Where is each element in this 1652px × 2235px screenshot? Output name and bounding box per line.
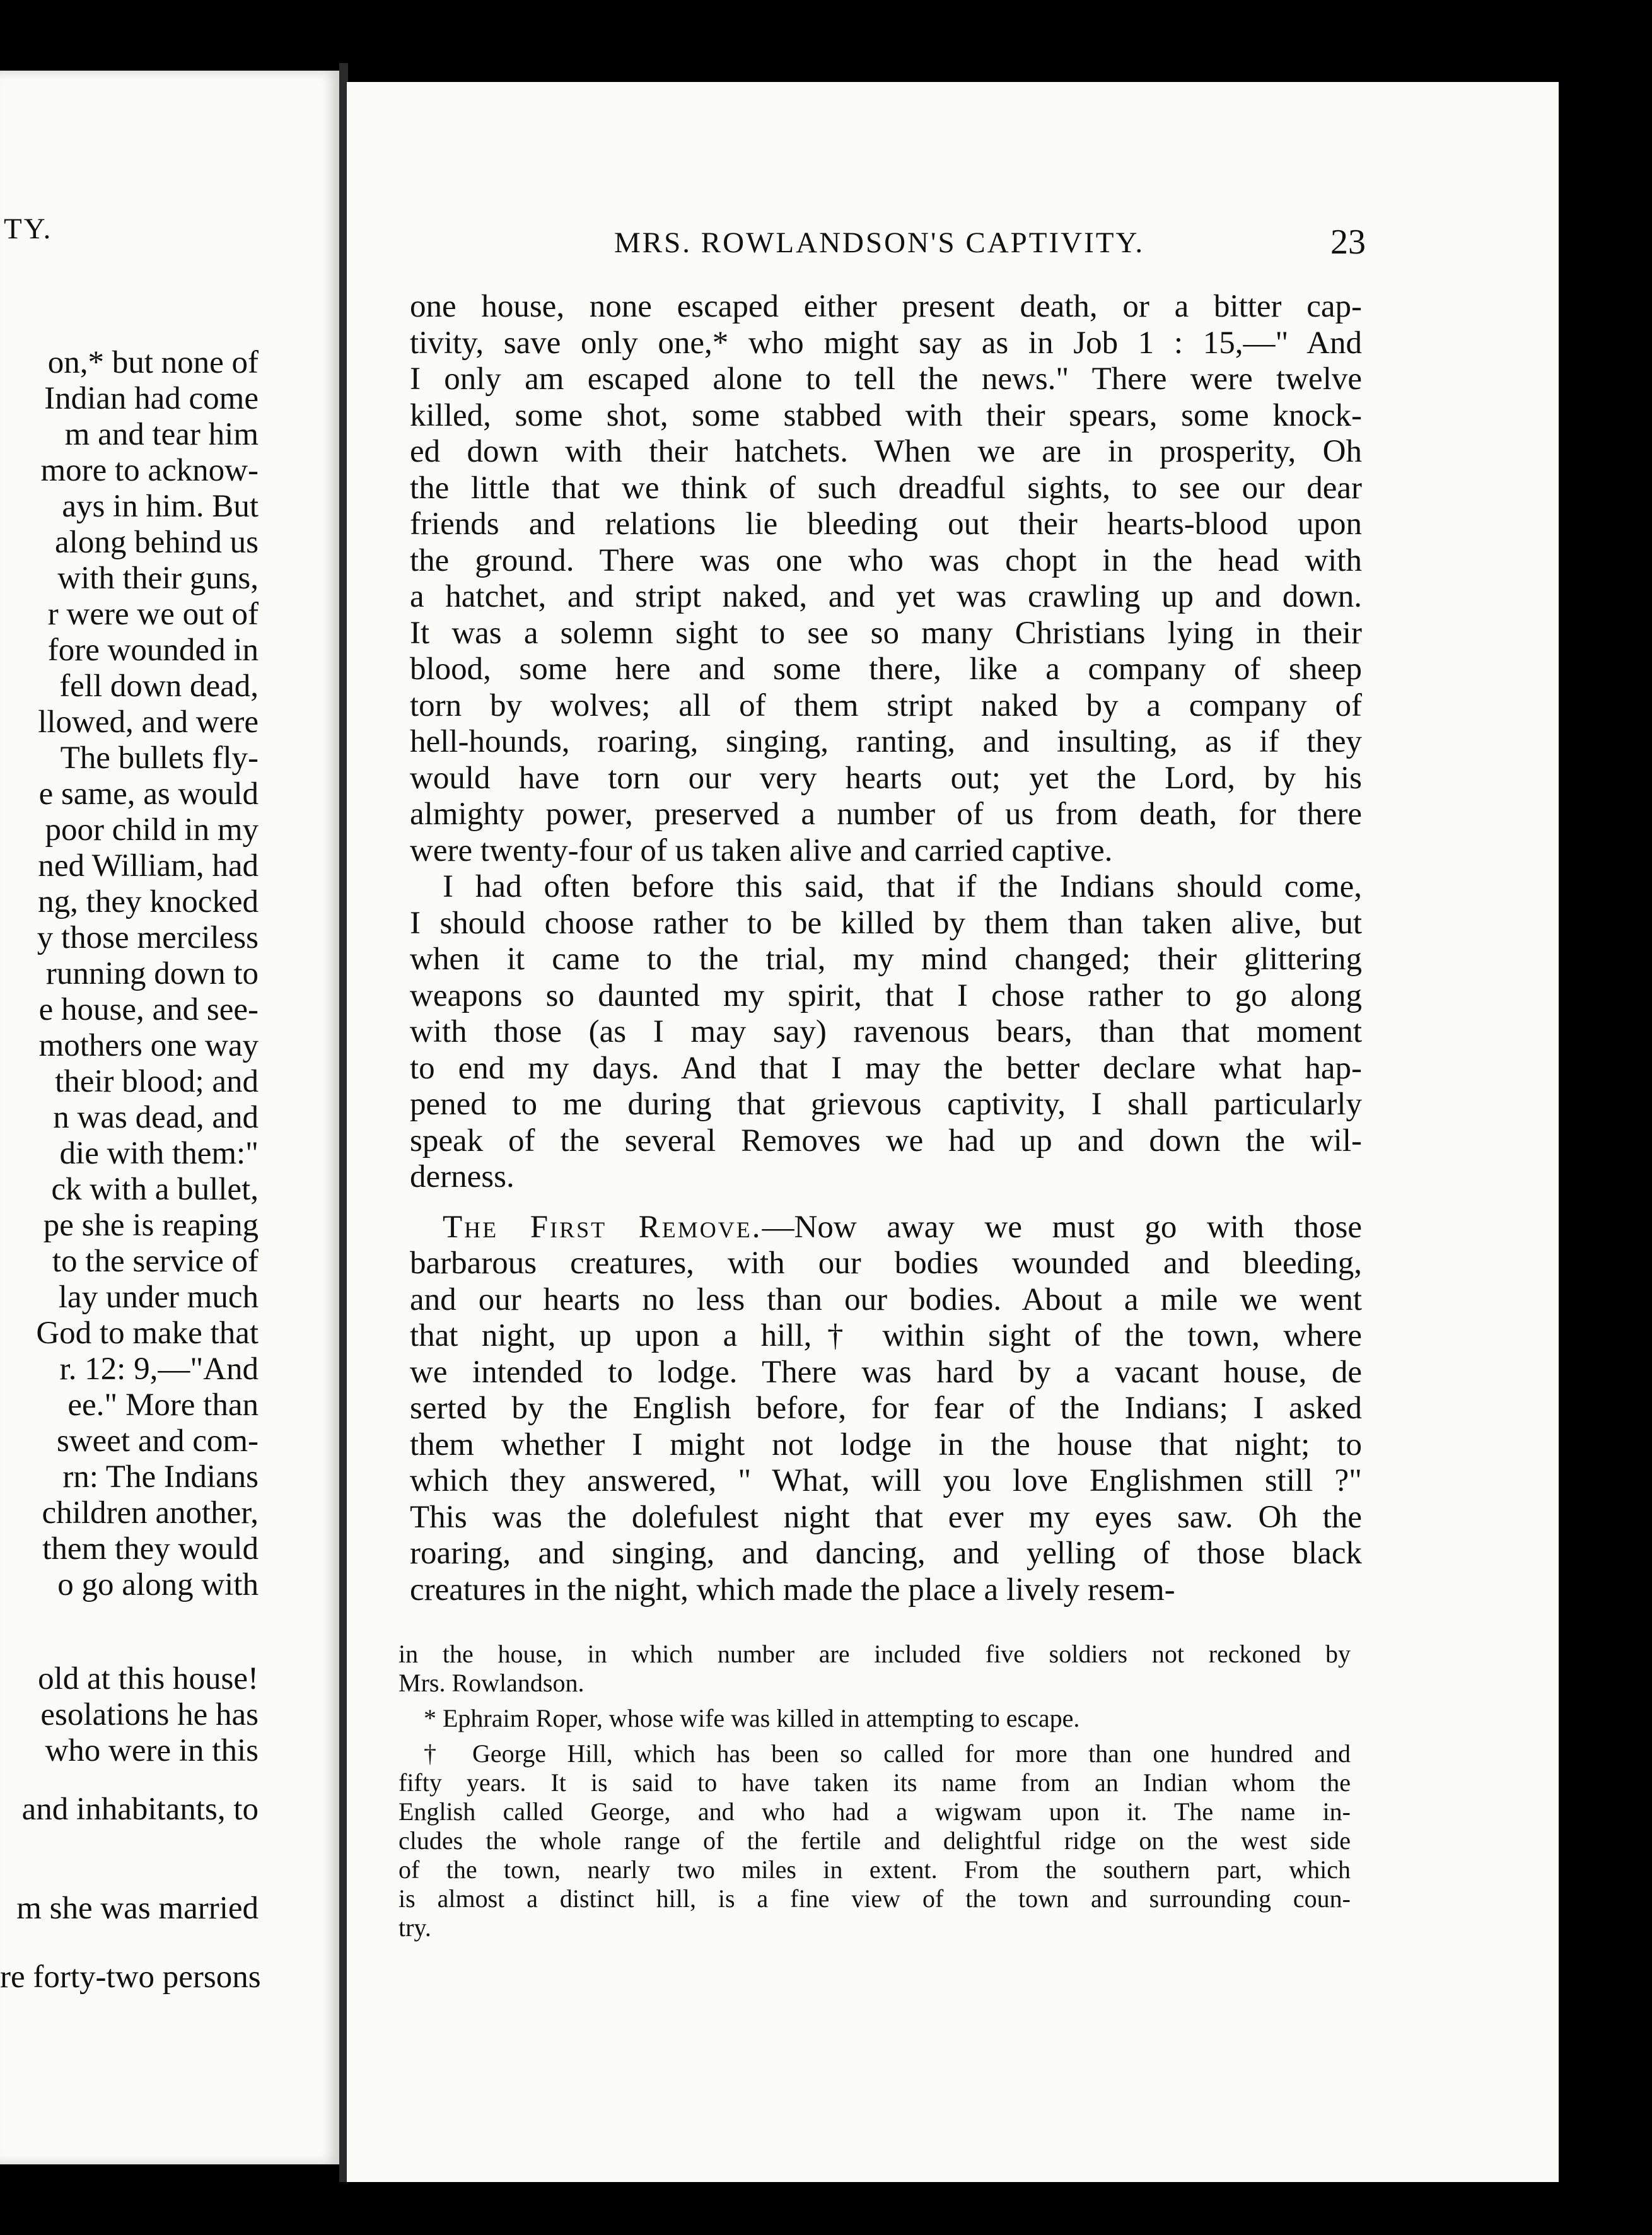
body-line: I had often before this said, that if the Indians should come, <box>443 869 1362 904</box>
left-body-line: on,* but none of <box>47 345 259 380</box>
left-body-line: o go along with <box>57 1567 259 1602</box>
left-body-line: r were we out of <box>47 597 259 632</box>
left-body-line: llowed, and were <box>38 704 259 740</box>
left-running-head: TY. <box>4 213 53 245</box>
footnote-line: Mrs. Rowlandson. <box>398 1669 585 1697</box>
left-body-line: The bullets fly- <box>60 740 259 776</box>
left-page <box>0 71 339 2164</box>
footnotes <box>398 1640 1351 1942</box>
left-body-line: running down to <box>45 956 259 991</box>
footnote-line: * Ephraim Roper, whose wife was killed in attempting to escape. <box>424 1704 1080 1732</box>
left-body-line: ng, they knocked <box>38 884 259 919</box>
body-line: we intended to lodge. There was hard by a vacant house, de <box>410 1354 1362 1390</box>
body-line: speak of the several Removes we had up and down the wil- <box>410 1123 1362 1158</box>
left-body-line: rn: The Indians <box>62 1459 259 1495</box>
body-text <box>410 289 1362 1608</box>
page-number: 23 <box>1330 223 1366 262</box>
left-body-line: ee." More than <box>67 1387 259 1423</box>
footnote-line: try. <box>398 1913 431 1942</box>
left-footnote-line: m she was married <box>16 1891 259 1926</box>
footnote-line: of the town, nearly two miles in extent. From the southern part, which <box>398 1855 1351 1884</box>
left-body-line: e house, and see- <box>38 992 259 1027</box>
body-line: which they answered, " What, will you love Englishmen still ?" <box>410 1463 1362 1498</box>
body-line: the ground. There was one who was chopt in the head with <box>410 542 1362 578</box>
body-line: ed down with their hatchets. When we are in prosperity, Oh <box>410 434 1362 469</box>
left-body-line: their blood; and <box>55 1064 259 1099</box>
left-body-line: God to make that <box>36 1316 259 1351</box>
footnote-line: English called George, and who had a wigwam upon it. The name in- <box>398 1797 1351 1826</box>
left-body-line: fell down dead, <box>59 668 259 704</box>
body-line: to end my days. And that I may the better declare what hap- <box>410 1050 1362 1086</box>
body-line: and our hearts no less than our bodies. About a mile we went <box>410 1281 1362 1317</box>
body-line: tivity, save only one,* who might say as in Job 1 : 15,—" And <box>410 325 1362 361</box>
body-line: the little that we think of such dreadful sights, to see our dear <box>410 470 1362 506</box>
left-body-line: poor child in my <box>45 812 259 848</box>
body-line: barbarous creatures, with our bodies wounded and bleeding, <box>410 1246 1362 1281</box>
left-body-line: n was dead, and <box>53 1100 259 1135</box>
footnote-line: is almost a distinct hill, is a fine view of the town and surrounding coun- <box>398 1884 1351 1913</box>
body-line: creatures in the night, which made the place a lively resem- <box>410 1572 1175 1608</box>
body-line: This was the dolefulest night that ever my eyes saw. Oh the <box>410 1499 1362 1535</box>
section-heading: The First Remove. <box>443 1209 762 1245</box>
left-body-line: Indian had come <box>44 381 259 416</box>
left-body-line: pe she is reaping <box>43 1208 259 1243</box>
body-line: pened to me during that grievous captivity, I shall particularly <box>410 1087 1362 1122</box>
body-line: torn by wolves; all of them stript naked by a company of <box>410 687 1362 723</box>
left-body-line: ck with a bullet, <box>51 1172 259 1207</box>
body-line: them whether I might not lodge in the house that night; to <box>410 1427 1362 1462</box>
left-body-line: more to acknow- <box>40 453 259 488</box>
left-body-line: sweet and com- <box>56 1423 259 1459</box>
footnote-line: † George Hill, which has been so called for more than one hundred and <box>424 1739 1351 1768</box>
left-body-line: to the service of <box>52 1244 259 1279</box>
left-body-line: lay under much <box>58 1280 259 1315</box>
body-line: hell-hounds, roaring, singing, ranting, and insulting, as if they <box>410 724 1362 759</box>
left-footnote-line: re forty-two persons <box>0 1959 261 1995</box>
left-body-line: r. 12: 9,—"And <box>59 1351 259 1387</box>
left-body-text <box>0 345 259 1603</box>
body-line: derness. <box>410 1159 515 1194</box>
body-line: a hatchet, and stript naked, and yet was crawling up and down. <box>410 579 1362 614</box>
body-line: blood, some here and some there, like a company of sheep <box>410 651 1362 687</box>
body-line: with those (as I may say) ravenous bears, than that moment <box>410 1014 1362 1049</box>
left-footnote-line: and inhabitants, to <box>21 1792 259 1827</box>
left-body-line: them they would <box>42 1531 259 1567</box>
body-line: were twenty-four of us taken alive and carried captive. <box>410 832 1113 868</box>
body-line: one house, none escaped either present death, or a bitter cap- <box>410 289 1362 324</box>
left-body-line: y those merciless <box>37 920 259 955</box>
body-line: serted by the English before, for fear of the Indians; I asked <box>410 1391 1362 1426</box>
left-footnote-line: old at this house! <box>38 1661 259 1696</box>
left-body-line: fore wounded in <box>47 633 259 668</box>
left-body-line: children another, <box>42 1495 259 1531</box>
left-body-line: mothers one way <box>38 1028 259 1063</box>
left-body-line: ays in him. But <box>62 489 259 524</box>
running-head: MRS. ROWLANDSON'S CAPTIVITY. <box>614 226 1145 259</box>
left-body-line: with their guns, <box>57 561 259 596</box>
left-footnote-line: who were in this <box>45 1733 259 1768</box>
left-body-line: e same, as would <box>38 776 259 812</box>
footnote-line: in the house, in which number are included five soldiers not reckoned by <box>398 1640 1351 1668</box>
right-page <box>347 82 1559 2182</box>
body-line: I should choose rather to be killed by them than taken alive, but <box>410 905 1362 941</box>
body-line: roaring, and singing, and dancing, and yelling of those black <box>410 1536 1362 1571</box>
body-line: almighty power, preserved a number of us from death, for there <box>410 797 1362 832</box>
footnote-line: fifty years. It is said to have taken its name from an Indian whom the <box>398 1768 1351 1797</box>
left-body-line: along behind us <box>55 525 259 560</box>
left-body-line: m and tear him <box>64 417 259 452</box>
footnote-line: cludes the whole range of the fertile and delightful ridge on the west side <box>398 1826 1351 1855</box>
body-line: would have torn our very hearts out; yet the Lord, by his <box>410 760 1362 796</box>
section-heading-line: The First Remove.—Now away we must go with those <box>443 1209 1362 1245</box>
body-line: It was a solemn sight to see so many Christians lying in their <box>410 615 1362 651</box>
body-line: that night, up upon a hill,† within sight of the town, where <box>410 1318 1362 1353</box>
left-footnote-line: esolations he has <box>40 1697 259 1732</box>
body-line: weapons so daunted my spirit, that I chose rather to go along <box>410 977 1362 1013</box>
body-line: I only am escaped alone to tell the news." There were twelve <box>410 361 1362 397</box>
left-body-line: die with them:" <box>59 1136 259 1171</box>
body-line: when it came to the trial, my mind changed; their glittering <box>410 942 1362 977</box>
left-body-line: ned William, had <box>38 848 259 884</box>
body-line: friends and relations lie bleeding out their hearts-blood upon <box>410 506 1362 542</box>
body-line: killed, some shot, some stabbed with their spears, some knock- <box>410 397 1362 433</box>
left-footnotes <box>0 1661 259 1995</box>
